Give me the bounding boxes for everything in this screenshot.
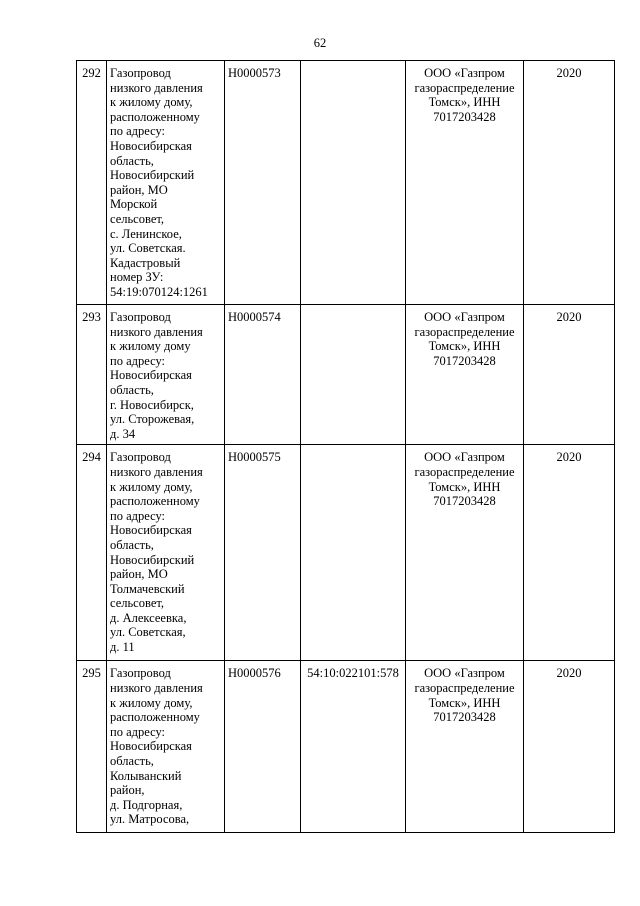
cell-text-line: к жилому дому, — [110, 95, 193, 110]
cell-text-line: низкого давления — [110, 464, 203, 479]
cell-text-line: низкого давления — [110, 80, 203, 95]
inventory-code-cell: Н0000574 — [225, 305, 301, 445]
cell-text-line: низкого давления — [110, 680, 203, 695]
cell-text-line: область, — [110, 382, 154, 397]
cell-text-line: ООО «Газпром — [424, 66, 505, 80]
cell-text-line: Морской — [110, 197, 158, 212]
object-name-cell — [107, 305, 225, 445]
cell-text-line: газораспределение — [414, 80, 515, 95]
cell-text-line: Новосибирский — [110, 552, 195, 567]
row-number-cell: 292 — [77, 61, 107, 305]
table-row — [77, 661, 615, 833]
table-row — [77, 445, 615, 661]
cell-text-line: область, — [110, 153, 154, 168]
cell-text-line: Томск», ИНН — [428, 95, 501, 110]
cell-text-line: Новосибирская — [110, 138, 192, 153]
cell-text-line: район, — [110, 783, 145, 798]
cadastral-number-cell — [301, 305, 406, 445]
cell-text-line: д. Алексеевка, — [110, 610, 187, 625]
registry-table-body — [77, 61, 615, 833]
year-cell: 2020 — [524, 445, 615, 661]
table-row — [77, 61, 615, 305]
cell-text-line: к жилому дому, — [110, 695, 193, 710]
page-number: 62 — [313, 36, 327, 50]
cell-text-line: сельсовет, — [110, 211, 165, 226]
cell-text-line: ООО «Газпром — [424, 310, 505, 324]
cell-text-line: Газопровод — [110, 66, 171, 80]
cell-text-line: Новосибирская — [110, 739, 192, 754]
cell-text-line: д. 34 — [110, 426, 136, 441]
cell-text-line: по адресу: — [110, 508, 166, 523]
registry-table — [76, 60, 615, 833]
cell-text-line: расположенному — [110, 109, 200, 124]
cell-text-line: по адресу: — [110, 724, 166, 739]
cadastral-number-cell — [301, 445, 406, 661]
cell-text-line: номер ЗУ: — [110, 270, 164, 285]
cell-text-line: к жилому дому — [110, 339, 191, 354]
cadastral-number-cell: 54:10:022101:578 — [301, 661, 406, 833]
owner-cell — [406, 661, 524, 833]
cell-text-line: ул. Сторожевая, — [110, 412, 195, 427]
cell-text-line: Томск», ИНН — [428, 339, 501, 354]
cell-text-line: расположенному — [110, 710, 200, 725]
cell-text-line: Новосибирская — [110, 368, 192, 383]
cell-text-line: Новосибирский — [110, 168, 195, 183]
cell-text-line: область, — [110, 537, 154, 552]
cell-text-line: Толмачевский — [110, 581, 185, 596]
cell-text-line: с. Ленинское, — [110, 226, 182, 241]
cell-text-line: 7017203428 — [433, 494, 496, 509]
year-cell: 2020 — [524, 61, 615, 305]
cadastral-number-cell — [301, 61, 406, 305]
cell-text-line: ул. Матросова, — [110, 812, 190, 827]
row-number-cell: 293 — [77, 305, 107, 445]
cell-text-line: д. Подгорная, — [110, 797, 183, 812]
cell-text-line: ул. Советская, — [110, 625, 186, 640]
cell-text-line: ООО «Газпром — [424, 666, 505, 681]
cell-text-line: ООО «Газпром — [424, 450, 505, 465]
inventory-code-cell: Н0000573 — [225, 61, 301, 305]
cell-text-line: 54:19:070124:1261 — [110, 284, 208, 299]
cell-text-line: район, МО — [110, 182, 168, 197]
object-name-cell — [107, 661, 225, 833]
cell-text-line: сельсовет, — [110, 596, 165, 611]
cell-text-line: 7017203428 — [433, 109, 496, 124]
object-name-cell — [107, 61, 225, 305]
row-number-cell: 294 — [77, 445, 107, 661]
inventory-code-cell: Н0000575 — [225, 445, 301, 661]
cell-text-line: газораспределение — [414, 324, 515, 339]
owner-cell — [406, 445, 524, 661]
cell-text-line: к жилому дому, — [110, 479, 193, 494]
cell-text-line: область, — [110, 753, 154, 768]
cell-text-line: газораспределение — [414, 680, 515, 695]
cell-text-line: Газопровод — [110, 666, 171, 681]
cell-text-line: Газопровод — [110, 310, 171, 324]
cell-text-line: расположенному — [110, 494, 200, 509]
cell-text-line: Томск», ИНН — [428, 695, 501, 710]
owner-cell — [406, 61, 524, 305]
row-number-cell: 295 — [77, 661, 107, 833]
cell-text-line: 7017203428 — [433, 353, 496, 368]
cell-text-line: Газопровод — [110, 450, 171, 465]
cell-text-line: по адресу: — [110, 124, 166, 139]
cell-text-line: Новосибирская — [110, 523, 192, 538]
inventory-code-cell: Н0000576 — [225, 661, 301, 833]
cell-text-line: по адресу: — [110, 353, 166, 368]
cell-text-line: низкого давления — [110, 324, 203, 339]
cell-text-line: Колыванский — [110, 768, 182, 783]
owner-cell — [406, 305, 524, 445]
cell-text-line: газораспределение — [414, 464, 515, 479]
cell-text-line: д. 11 — [110, 640, 135, 655]
year-cell: 2020 — [524, 305, 615, 445]
cell-text-line: г. Новосибирск, — [110, 397, 194, 412]
cell-text-line: район, МО — [110, 567, 168, 582]
cell-text-line: Кадастровый — [110, 255, 181, 270]
cell-text-line: 7017203428 — [433, 710, 496, 725]
table-row — [77, 305, 615, 445]
cell-text-line: ул. Советская. — [110, 241, 186, 256]
cell-text-line: Томск», ИНН — [428, 479, 501, 494]
year-cell: 2020 — [524, 661, 615, 833]
object-name-cell — [107, 445, 225, 661]
